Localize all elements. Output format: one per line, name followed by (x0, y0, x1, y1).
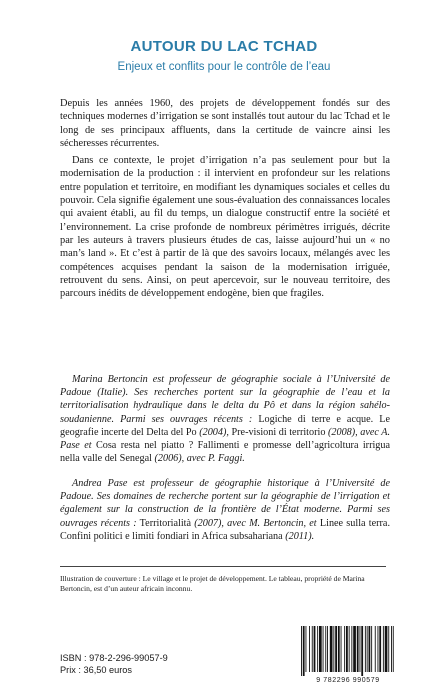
barcode-bar (385, 626, 388, 672)
barcode-bar (327, 626, 328, 672)
bio1-book-2: Pre-visioni di territorio (231, 426, 326, 438)
bio2-year-1: (2007), avec M. Bertoncin, et (194, 517, 317, 529)
barcode-bar (323, 626, 324, 672)
summary-paragraph-1: Depuis les années 1960, des projets de développement fondés sur des techniques modernes d’irrigation se sont installés tout autour du lac Tchad et le long de ses principaux affluents, dans la certitude de vaincre ainsi les sécheresses récurrentes. (60, 98, 390, 149)
barcode-bar (309, 626, 310, 672)
barcode-bar (393, 626, 394, 672)
book-subtitle: Enjeux et conflits pour le contrôle de l’eau (117, 61, 331, 73)
barcode-bar (341, 626, 342, 672)
barcode-bar (303, 626, 305, 676)
separator-line (60, 566, 386, 567)
bio1-year-3: (2006), avec P. Faggi. (154, 453, 245, 465)
barcode-bar (351, 626, 352, 672)
barcode-bar (301, 626, 302, 676)
barcode-bar (391, 626, 392, 672)
back-cover-summary (60, 97, 390, 300)
barcode-bar (312, 626, 313, 672)
bio2-intro: Andrea Pase est professeur de géographie historique à l’Université de Padoue. Ses domaines de recherche portent sur la géographie de l’irrigation et également sur la construction de la frontière de l’État moderne. Parmi ses ouvrages récents : (60, 478, 390, 529)
barcode-bar (349, 626, 350, 672)
bio1-book-3: Cosa resta nel piatto ? Fallimenti e promesse dell’agricoltura irrigua nella valle del Senegal (60, 440, 390, 465)
barcode-bar (335, 626, 337, 672)
price: Prix : 36,50 euros (60, 665, 133, 675)
bio1-intro: Marina Bertoncin est professeur de géographie sociale à l’Université de Padoue (Italie). Ses recherches portent sur la géographie de l’eau et la territorialisation hydraulique dans le delta du Pô et dans la région sahélo-soudanienne. Parmi ses ouvrages récents : (60, 374, 390, 425)
barcode-bar (330, 626, 333, 672)
bio1-year-1: (2004), (199, 426, 229, 438)
barcode-bar (338, 626, 340, 672)
barcode-bar (325, 626, 326, 672)
isbn-number: ISBN : 978-2-296-99057-9 (60, 653, 168, 663)
barcode-bar (379, 626, 381, 672)
bio1-year-2: (2008), avec A. Pase et (60, 426, 391, 452)
barcode-bar (388, 626, 389, 672)
barcode-image (300, 626, 396, 676)
barcode-bar (369, 626, 371, 672)
barcode-bar (367, 626, 368, 672)
bio2-book-2: Linee sulla terra. Confini politici e limiti fondiari in Africa subsahariana (60, 517, 390, 542)
barcode-bar (357, 626, 359, 672)
barcode-bar (371, 626, 372, 672)
barcode-bar (319, 626, 322, 672)
barcode-bar (346, 626, 348, 672)
barcode-bar (317, 626, 318, 672)
summary-paragraph-2: Dans ce contexte, le projet d’irrigation n’a pas seulement pour but la modernisation de la production : il intervient en profondeur sur les relations entre population et territoire, en modifiant les dynamiques sociales et celles du pouvoir. Cela signifie également une sous-évaluation des connaissances locales qui avaient établi, au fil du temps, un dialogue constructif entre la société et l’environnement. La crise profonde de nombreux périmètres irrigués, décrite par les auteurs à travers plusieurs études de cas, laisse aujourd’hui un « no man’s land ». Et c’est à partir de là que des savoirs locaux, mélangés avec les compétences acquises pendant la saison de la modernisation irriguée, retrouvent du sens. Ainsi, on peut apercevoir, sur le nouveau territoire, des parcours inédits de développement endogène, bien que fragiles. (60, 155, 390, 300)
barcode-bar (375, 626, 376, 672)
book-title: AUTOUR DU LAC TCHAD (130, 38, 318, 55)
barcode-bar (333, 626, 334, 672)
cover-illustration-note: Illustration de couverture : Le village et le projet de développement. Le tableau, propriété de Marina Bertoncin, est d’un auteur africain inconnu. (60, 574, 365, 593)
barcode-number: 9 782296 990579 (316, 677, 380, 684)
isbn-block (60, 652, 168, 676)
barcode-bar (365, 626, 366, 672)
bio2-year-2: (2011). (285, 530, 315, 542)
bio1-book-1: Logiche di terre e acque. Le geografie incerte del Delta del Po (60, 413, 390, 438)
barcode-bar (378, 626, 379, 672)
author-bio-pase (60, 477, 390, 543)
barcode-bar (360, 626, 361, 672)
barcode-bar (383, 626, 384, 672)
barcode-bar (306, 626, 307, 672)
barcode-bar (361, 626, 363, 676)
bio2-book-1: Territorialità (139, 517, 192, 529)
barcode-bar (344, 626, 345, 672)
author-bio-bertoncin (60, 373, 390, 465)
barcode-bar (314, 626, 316, 672)
barcode-bar (353, 626, 356, 672)
